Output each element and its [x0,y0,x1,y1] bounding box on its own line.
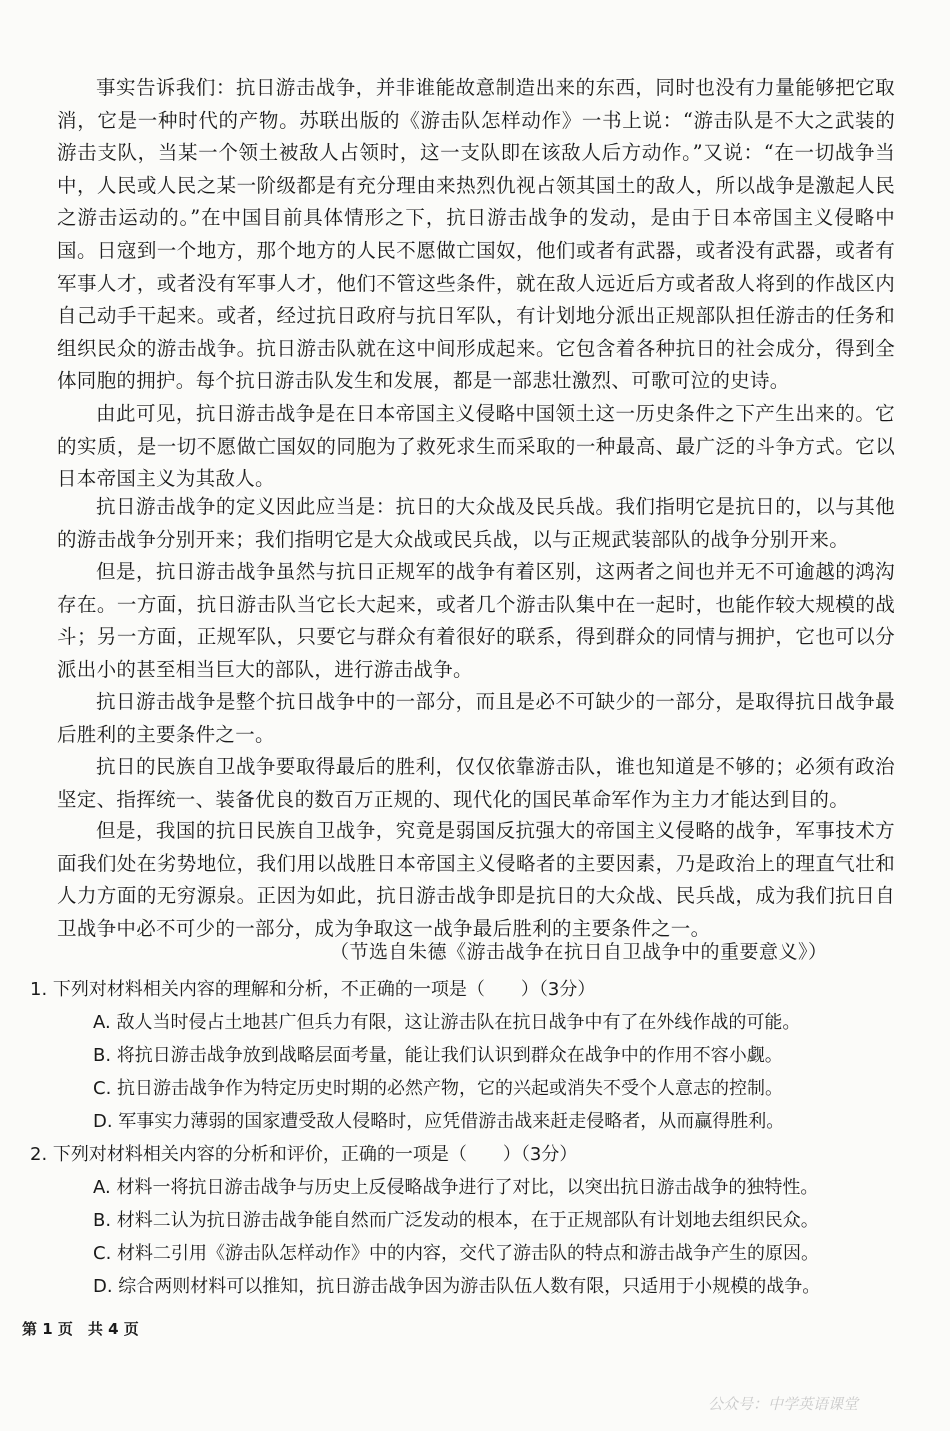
passage-source: （节选自朱德《游击战争在抗日自卫战争中的重要意义》） [330,941,828,963]
passage-paragraph-3: 抗日游击战争的定义因此应当是：抗日的大众战及民兵战。我们指明它是抗日的，以与其他的游击战争分别开来；我们指明它是大众战或民兵战，以与正规武装部队的战争分别开来。 [57,495,895,551]
passage-paragraph-2: 由此可见，抗日游击战争是在日本帝国主义侵略中国领土这一历史条件之下产生出来的。它的实质，是一切不愿做亡国奴的同胞为了救死求生而采取的一种最高、最广泛的斗争方式。它以日本帝国主义为其敌人。 [57,402,895,491]
question-2-option-a: A. 材料一将抗日游击战争与历史上反侵略战争进行了对比，以突出抗日游击战争的独特性。 [93,1177,819,1198]
question-2-option-c: C. 材料二引用《游击队怎样动作》中的内容，交代了游击队的特点和游击战争产生的原因。 [93,1243,820,1264]
question-2-option-b: B. 材料二认为抗日游击战争能自然而广泛发动的根本，在于正规部队有计划地去组织民众。 [93,1210,819,1231]
passage-paragraph-4: 但是，抗日游击战争虽然与抗日正规军的战争有着区别，这两者之间也并无不可逾越的鸿沟存在。一方面，抗日游击队当它长大起来，或者几个游击队集中在一起时，也能作较大规模的战斗；另一方面，正规军队，只要它与群众有着很好的联系，得到群众的同情与拥护，它也可以分派出小的甚至相当巨大的部队，进行游击战争。 [57,560,895,681]
question-1-stem: 1. 下列对材料相关内容的理解和分析，不正确的一项是（ ）（3分） [30,979,596,1000]
passage-paragraph-1: 事实告诉我们：抗日游击战争，并非谁能故意制造出来的东西，同时也没有力量能够把它取消，它是一种时代的产物。苏联出版的《游击队怎样动作》一书上说：“游击队是不大之武装的游击支队，当某一个领土被敌人占领时，这一支队即在该敌人后方动作。”又说：“在一切战争当中，人民或人民之某一阶级都是有充分理由来热烈仇视占领其国土的敌人，所以战争是激起人民之游击运动的。”在中国目前具体情形之下，抗日游击战争的发动，是由于日本帝国主义侵略中国。日寇到一个地方，那个地方的人民不愿做亡国奴，他们或者有武器，或者没有武器，或者有军事人才，或者没有军事人才，他们不管这些条件，就在敌人远近后方或者敌人将到的作战区内自己动手干起来。或者，经过抗日政府与抗日军队，有计划地分派出正规部队担任游击的任务和组织民众的游击战争。抗日游击队就在这中间形成起来。它包含着各种抗日的社会成分，得到全体同胞的拥护。每个抗日游击队发生和发展，都是一部悲壮激烈、可歌可泣的史诗。 [57,76,895,393]
page-number: 第 1 页 共 4 页 [22,1320,139,1338]
passage-paragraph-6: 抗日的民族自卫战争要取得最后的胜利，仅仅依靠游击队，谁也知道是不够的；必须有政治坚定、指挥统一、装备优良的数百万正规的、现代化的国民革命军作为主力才能达到目的。 [57,755,895,811]
question-1-option-b: B. 将抗日游击战争放到战略层面考量，能让我们认识到群众在战争中的作用不容小觑。 [93,1045,783,1066]
question-1-option-c: C. 抗日游击战争作为特定历史时期的必然产物，它的兴起或消失不受个人意志的控制。 [93,1078,784,1099]
question-2-option-d: D. 综合两则材料可以推知，抗日游击战争因为游击队伍人数有限，只适用于小规模的战争。 [93,1276,821,1297]
passage-paragraph-7: 但是，我国的抗日民族自卫战争，究竟是弱国反抗强大的帝国主义侵略的战争，军事技术方面我们处在劣势地位，我们用以战胜日本帝国主义侵略者的主要因素，乃是政治上的理直气壮和人力方面的无穷源泉。正因为如此，抗日游击战争即是抗日的大众战、民兵战，成为我们抗日自卫战争中必不可少的一部分，成为争取这一战争最后胜利的主要条件之一。 [57,819,895,940]
question-2-stem: 2. 下列对材料相关内容的分析和评价，正确的一项是（ ）（3分） [30,1144,578,1165]
question-1-option-d: D. 军事实力薄弱的国家遭受敌人侵略时，应凭借游击战来赶走侵略者，从而赢得胜利。 [93,1111,785,1132]
watermark: 公众号：中学英语课堂 [708,1395,859,1413]
passage-paragraph-5: 抗日游击战争是整个抗日战争中的一部分，而且是必不可缺少的一部分，是取得抗日战争最后胜利的主要条件之一。 [57,690,895,746]
question-1-option-a: A. 敌人当时侵占土地甚广但兵力有限，这让游击队在抗日战争中有了在外线作战的可能。 [93,1012,801,1033]
